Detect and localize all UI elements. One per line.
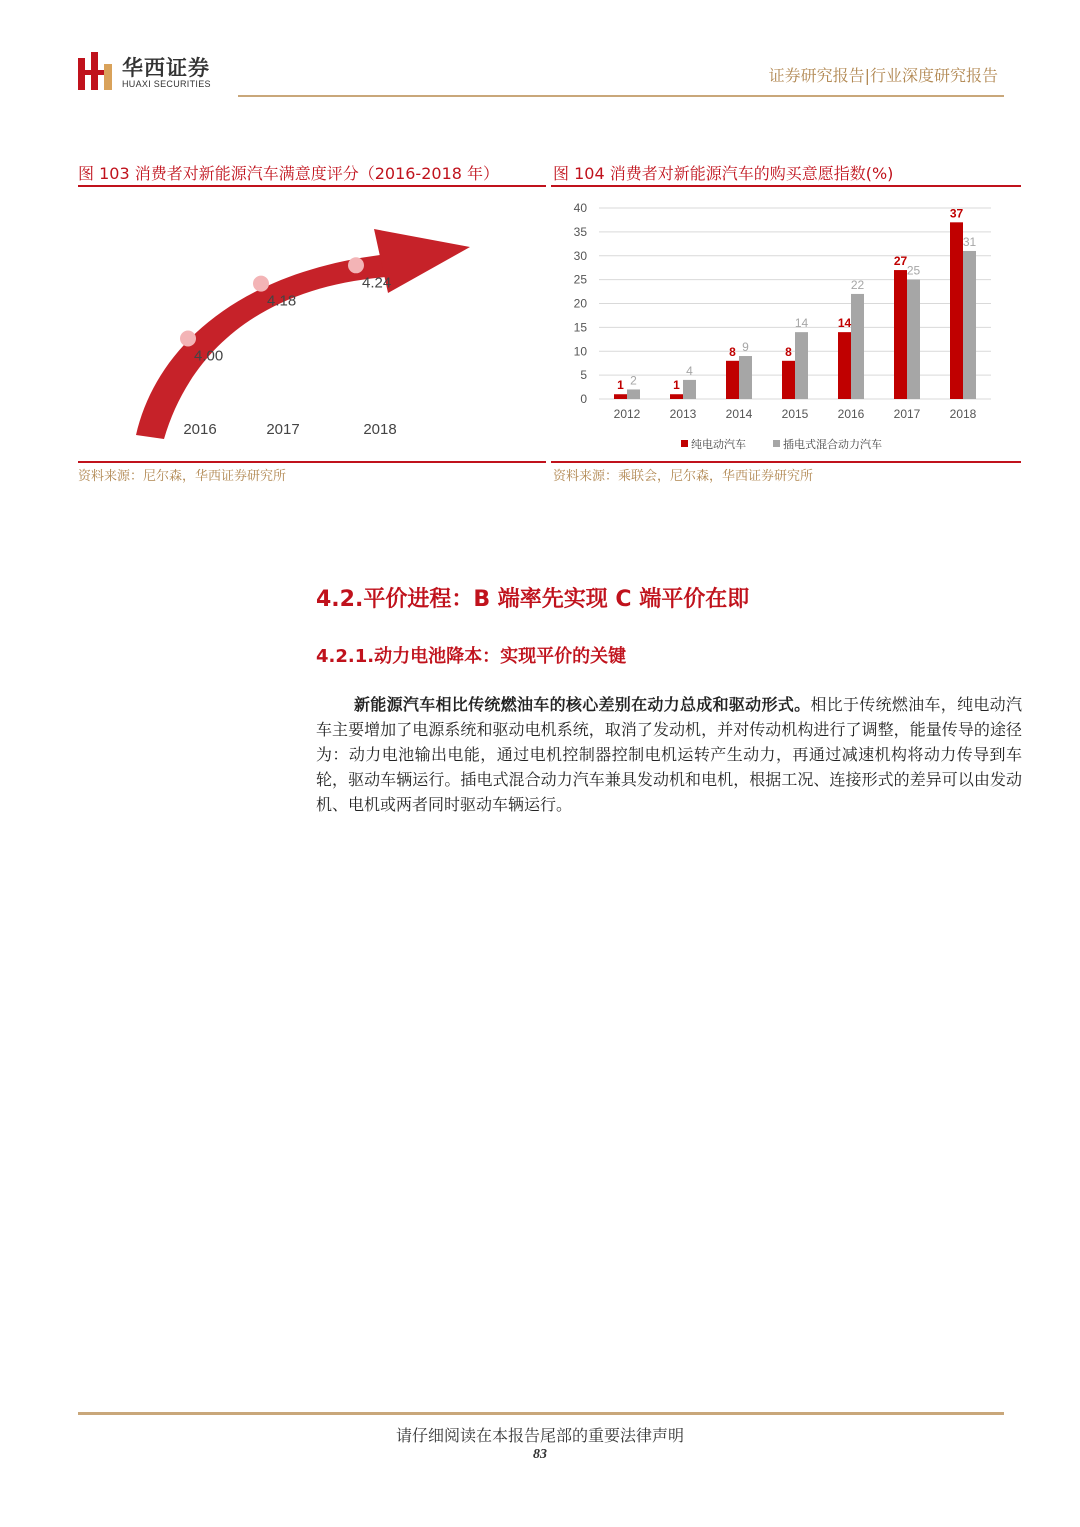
figure-103-title: 图 103 消费者对新能源汽车满意度评分（2016-2018 年） (78, 164, 500, 183)
subsection-heading: 4.2.1.动力电池降本：实现平价的关键 (316, 646, 627, 667)
bar-phev (627, 389, 640, 399)
data-label: 2 (630, 373, 637, 388)
bar-bev (670, 394, 683, 399)
data-label: 27 (893, 254, 908, 269)
data-label: 1 (673, 378, 680, 393)
legend-label: 插电式混合动力汽车 (783, 438, 882, 451)
footer-divider (78, 1412, 1004, 1415)
x-tick-label: 2014 (725, 407, 753, 421)
bar-bev (614, 394, 627, 399)
bar-bev (726, 361, 739, 399)
figure-103-top-rule (78, 185, 546, 187)
year-label: 2016 (183, 421, 217, 438)
header-divider (238, 95, 1004, 97)
figure-103-source: 资料来源：尼尔森，华西证券研究所 (78, 469, 287, 484)
satisfaction-arrow-chart (78, 195, 546, 457)
x-tick-label: 2012 (613, 407, 641, 421)
data-label: 9 (742, 340, 749, 355)
y-tick-label: 25 (573, 272, 587, 287)
bar-bev (950, 222, 963, 399)
y-tick-label: 30 (573, 248, 587, 263)
figure-104-top-rule (551, 185, 1021, 187)
legal-notice: 请仔细阅读在本报告尾部的重要法律声明 (395, 1426, 684, 1445)
score-point (348, 257, 364, 273)
y-tick-label: 40 (573, 201, 587, 215)
bar-bev (782, 361, 795, 399)
data-label: 22 (850, 277, 865, 292)
figure-103-bottom-rule (78, 461, 546, 463)
score-label: 4.18 (267, 292, 297, 310)
figure-104-source: 资料来源：乘联会，尼尔森，华西证券研究所 (553, 469, 814, 484)
paragraph-lead-bold: 新能源汽车相比传统燃油车的核心差别在动力总成和驱动形式。 (354, 695, 811, 714)
page-number: 83 (533, 1447, 547, 1462)
legend-swatch (681, 440, 688, 447)
logo-english-name: HUAXI SECURITIES (122, 79, 211, 89)
year-label: 2018 (363, 421, 397, 438)
data-label: 8 (785, 344, 792, 359)
bar-phev (683, 380, 696, 399)
x-tick-label: 2017 (893, 407, 921, 421)
legend-swatch (773, 440, 780, 447)
data-label: 4 (686, 363, 693, 378)
data-label: 37 (949, 206, 964, 221)
data-label: 14 (794, 316, 809, 331)
y-tick-label: 0 (580, 392, 587, 406)
data-label: 14 (837, 316, 852, 331)
bar-bev (838, 332, 851, 399)
paragraph-body: 相比于传统燃油车，纯电动汽车主要增加了电源系统和驱动电机系统，取消了发动机，并对传动机构进行了调整，能量传导的途径为：动力电池输出电能，通过电机控制器控制电机运转产生动力，再通过减速机构将动力传导到车轮，驱动车辆运行。插电式混合动力汽车兼具发动机和电机，根据工况、连接形式的差异可以由发动机、电机或两者同时驱动车辆运行。 (316, 695, 1022, 814)
data-label: 31 (962, 234, 977, 249)
data-label: 1 (617, 378, 624, 393)
figure-104-bottom-rule (551, 461, 1021, 463)
bar-phev (963, 251, 976, 399)
bar-phev (795, 332, 808, 399)
y-tick-label: 20 (573, 296, 587, 311)
y-tick-label: 5 (580, 368, 587, 383)
data-label: 25 (906, 263, 921, 278)
bar-phev (907, 280, 920, 399)
figure-104-title: 图 104 消费者对新能源汽车的购买意愿指数(%) (553, 164, 894, 183)
huaxi-logo-icon (78, 52, 112, 90)
y-tick-label: 35 (573, 224, 587, 239)
score-point (180, 331, 196, 347)
x-tick-label: 2016 (837, 407, 865, 421)
body-paragraph (316, 692, 1022, 817)
bar-phev (851, 294, 864, 399)
score-point (253, 276, 269, 292)
bar-phev (739, 356, 752, 399)
report-type: 证券研究报告|行业深度研究报告 (768, 66, 998, 85)
year-label: 2017 (266, 421, 300, 438)
x-tick-label: 2013 (669, 407, 697, 421)
y-tick-label: 15 (573, 320, 587, 335)
section-heading: 4.2.平价进程：B 端率先实现 C 端平价在即 (316, 587, 750, 612)
logo-name: 华西证券 (122, 56, 210, 80)
data-label: 8 (729, 344, 736, 359)
legend-label: 纯电动汽车 (691, 438, 746, 451)
score-label: 4.00 (194, 347, 224, 365)
x-tick-label: 2018 (949, 407, 977, 421)
bar-bev (894, 270, 907, 399)
y-tick-label: 10 (573, 344, 587, 359)
x-tick-label: 2015 (781, 407, 809, 421)
purchase-intention-bar-chart (551, 190, 1021, 460)
score-label: 4.24 (362, 274, 392, 292)
